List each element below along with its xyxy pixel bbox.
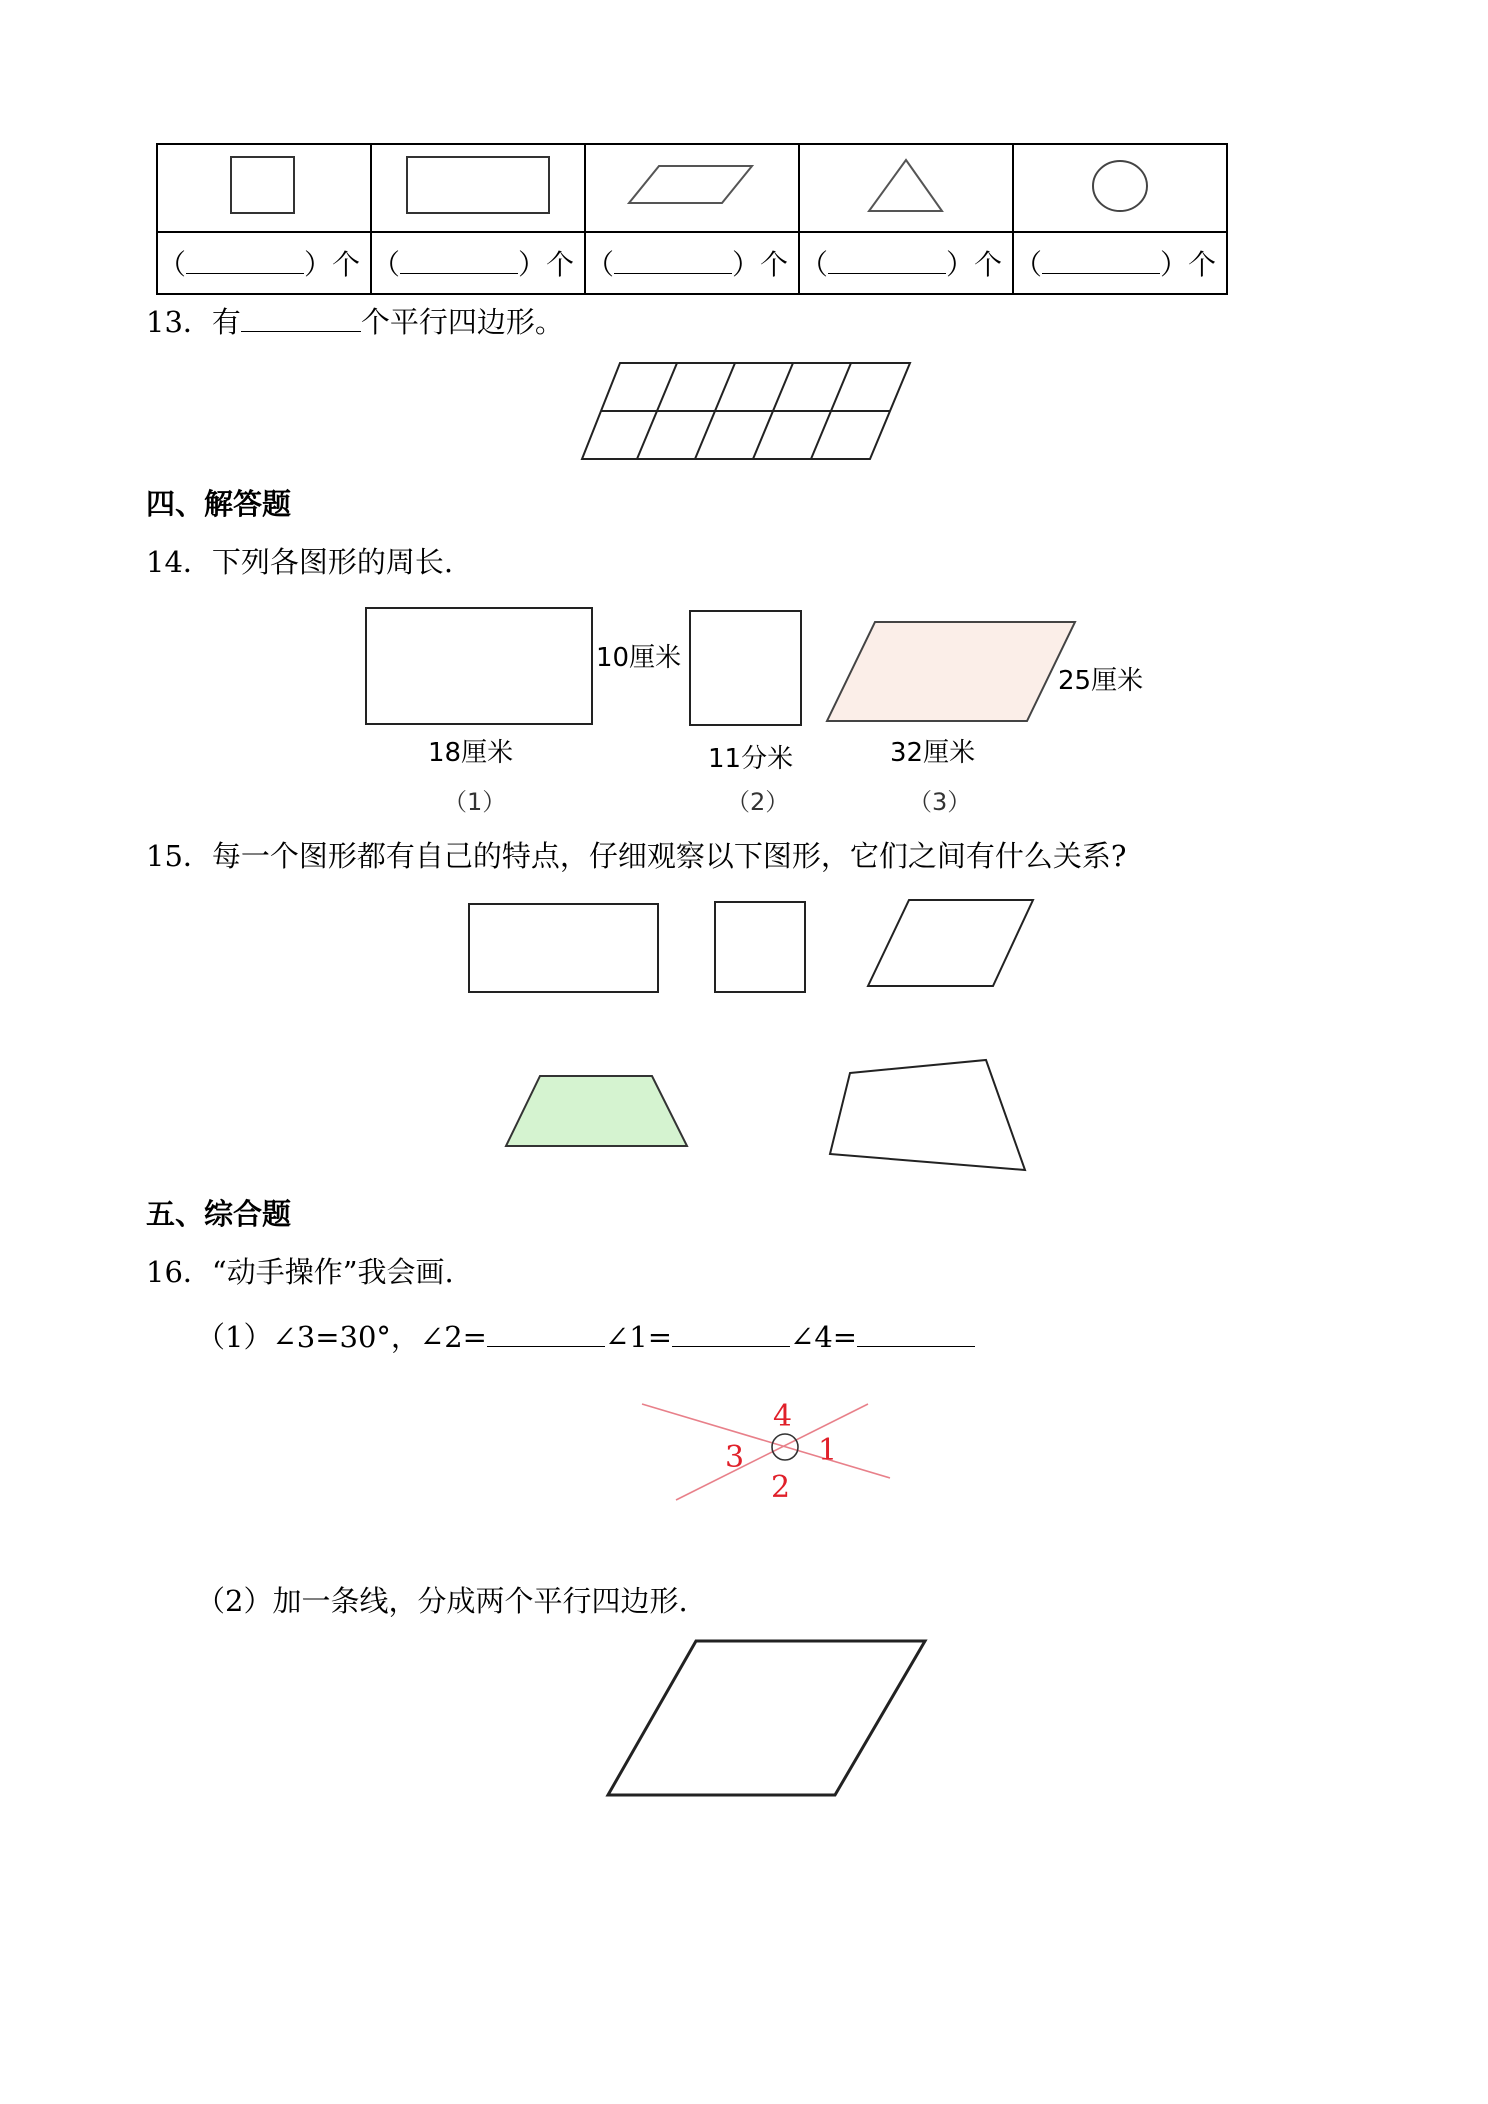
parallelogram-grid-figure: [580, 360, 920, 464]
circle-icon: [1089, 158, 1151, 214]
angle-label-4: 4: [773, 1399, 793, 1434]
figure-caption: （1）: [443, 788, 507, 816]
parallelogram-figure-3: [825, 620, 1077, 724]
section-heading: 五、综合题: [146, 1197, 292, 1231]
answer-blank[interactable]: [400, 249, 518, 274]
parallelogram-icon: [627, 163, 757, 209]
side-length-label: 10厘米: [596, 643, 682, 673]
square-figure-2: [688, 609, 803, 727]
count-cell-2: （ ）个: [371, 232, 585, 294]
answer-blank[interactable]: [828, 249, 946, 274]
rectangle-shape: [467, 902, 661, 994]
side-length-label: 25厘米: [1058, 666, 1144, 696]
shape-cell-rectangle: [371, 144, 585, 232]
square-icon: [229, 155, 299, 217]
question-16: 16．“动手操作”我会画.: [146, 1255, 454, 1289]
square-shape: [713, 900, 808, 994]
shape-cell-circle: [1013, 144, 1227, 232]
angle-line-1: [642, 1404, 890, 1478]
answer-blank[interactable]: [241, 305, 361, 332]
angle-label-3: 3: [725, 1440, 745, 1475]
question-15: 15．每一个图形都有自己的特点，仔细观察以下图形，它们之间有什么关系?: [146, 839, 1127, 873]
rectangle-figure-1: [364, 606, 594, 726]
intersecting-lines-figure: [640, 1390, 900, 1520]
answer-blank[interactable]: [614, 249, 732, 274]
parallelogram-shape: [827, 622, 1075, 721]
bottom-length-label: 11分米: [708, 744, 794, 774]
trapezoid-shape: [504, 1074, 690, 1148]
parallelogram-shape: [866, 898, 1036, 990]
shape-cell-triangle: [799, 144, 1013, 232]
shape-count-table: [156, 143, 1228, 295]
answer-blank[interactable]: [857, 1320, 975, 1347]
bottom-length-label: 18厘米: [428, 738, 514, 768]
irregular-quadrilateral-shape: [828, 1058, 1028, 1172]
answer-blank[interactable]: [1042, 249, 1160, 274]
count-cell-4: （ ）个: [799, 232, 1013, 294]
angle-label-1: 1: [818, 1433, 838, 1468]
rectangle-icon: [405, 155, 551, 217]
question-16-part-1: （1）∠3=30°，∠2= ∠1= ∠4=: [196, 1320, 975, 1352]
triangle-icon: [866, 157, 946, 215]
question-number: 16．: [146, 1255, 212, 1289]
angle-label-2: 2: [771, 1470, 791, 1505]
answer-blank[interactable]: [487, 1320, 605, 1347]
question-number: 14．: [146, 545, 212, 579]
answer-blank[interactable]: [186, 249, 304, 274]
section-heading: 四、解答题: [146, 487, 292, 521]
count-cell-5: （ ）个: [1013, 232, 1227, 294]
question-13: 13．有 个平行四边形。: [146, 305, 564, 339]
question-14: 14．下列各图形的周长.: [146, 545, 454, 579]
answer-blank[interactable]: [672, 1320, 790, 1347]
figure-caption: （3）: [908, 788, 972, 816]
question-number: 15．: [146, 839, 212, 873]
bottom-length-label: 32厘米: [890, 738, 976, 768]
large-parallelogram-figure: [606, 1638, 928, 1798]
count-cell-3: （ ）个: [585, 232, 799, 294]
figure-caption: （2）: [726, 788, 790, 816]
shape-cell-square: [157, 144, 371, 232]
count-cell-1: （ ）个: [157, 232, 371, 294]
shape-cell-parallelogram: [585, 144, 799, 232]
question-number: 13．: [146, 305, 212, 339]
question-16-part-2: （2）加一条线，分成两个平行四边形.: [196, 1584, 688, 1618]
